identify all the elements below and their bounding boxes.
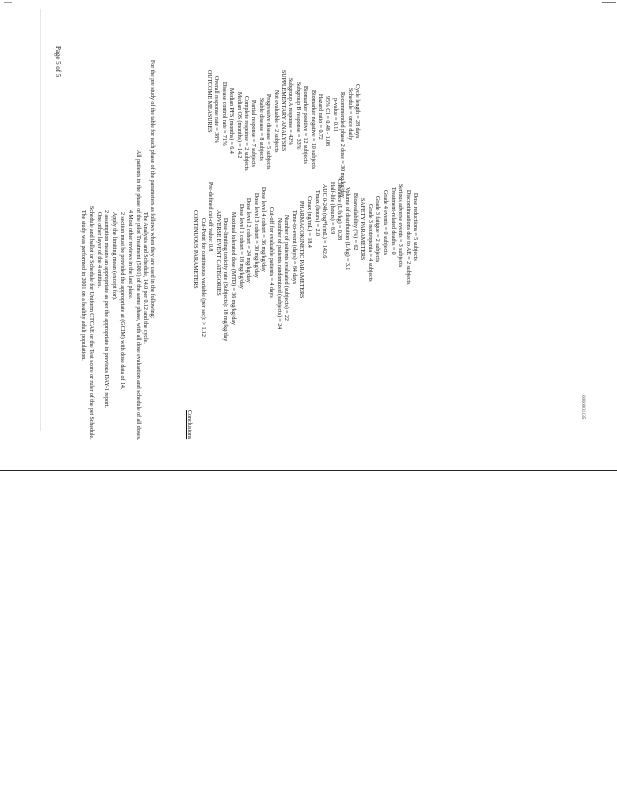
parameter-line: Dose level 3 cohort = 30 mg/kg/day — [252, 192, 259, 278]
parameter-line: Clearance (L/h/kg) = 0.28 — [336, 178, 343, 240]
parameter-line: Treatment-related deaths = 0 — [389, 187, 396, 255]
result-line: Subgroup A response = 42% — [287, 78, 294, 146]
parameter-line: Cut-off for evaluable patients = 4 days — [268, 206, 274, 298]
parameter-line: Time-to-event (days) = 84 days — [290, 209, 297, 284]
result-line: Progressive disease = 5 subjects — [265, 94, 272, 170]
result-line: Median PFS (months) = 6.4 — [228, 88, 235, 154]
blank-page-lower — [0, 471, 617, 800]
parameter-line: Grade 3 neutropenia = 4 subjects — [366, 204, 373, 282]
result-line: Not evaluable = 2 subjects — [272, 90, 279, 153]
parameter-line: Dose level 2 cohort = 24 mg/kg/day — [245, 198, 252, 284]
result-line: Biomarker negative = 10 subjects — [309, 90, 316, 170]
scan-mark — [602, 2, 616, 3]
section-label: Conclusions — [186, 410, 192, 440]
parameter-line: Volume of distribution (L/kg) = 3.1 — [344, 187, 350, 271]
note-line: One other layer of the 4 entities. — [95, 212, 102, 288]
parameter-line: Cmax (ng/mL) = 18.4 — [306, 195, 312, 248]
note-line: 4 Most other reviews in the last place. — [126, 210, 133, 300]
parameter-line: Tmax (hours) = 2.0 — [313, 190, 320, 236]
result-line: Hazard ratio = 0.72 — [317, 94, 323, 140]
parameter-line: Serious adverse events = 3 subjects — [397, 184, 404, 268]
parameter-line: Cut-Point for continuous variable (per sec): > 1.12 — [199, 218, 206, 337]
note-line: 2 assumption means an appropriate as per the appropriate in previous DAY-1 report. — [103, 210, 110, 408]
parameter-line: Dose reductions = 5 subjects — [412, 192, 419, 261]
note-line: 2 section must be provided the appropriate at (GCIM) with dose data of 14. — [119, 212, 125, 390]
scan-shadow — [40, 9, 41, 431]
note-line: The study was performed in 2001 on a healthy adult population. — [80, 210, 86, 361]
parameter-line: Bioavailability (%) = 62 — [351, 192, 358, 251]
parameter-line: Dose level 1 cohort = 18 mg/kg/day — [237, 204, 244, 289]
parameter-line: AUC 0-24h (ng*h/mL) = 142.6 — [321, 184, 328, 259]
parameter-line: Maximal tolerated dose (MTD) = 36 mg/kg/day — [230, 212, 236, 326]
parameter-line: ADVERSE EVENT CATEGORIES — [214, 209, 221, 296]
note-line: The Analysis and Schedule, 14.0 per 0.12 and the cycle. — [142, 212, 149, 344]
result-line: Disease control rate = 71% — [220, 82, 227, 146]
parameter-line: Pre-defined cut-off value: 0.8 — [207, 181, 214, 251]
note-line: Schedule and ballot or Schedule for Uniform CTCAE or the Test score or ruler of the pet Schedule. — [87, 206, 94, 440]
result-line: Stable disease = 8 subjects — [257, 98, 264, 161]
page-number: Page 5 of 5 — [54, 46, 62, 78]
result-line: Recommended phase 2 dose = 30 mg/kg/day — [339, 92, 346, 198]
parameter-line: Half-life (hours) = 8.9 — [328, 181, 335, 234]
parameter-line: SAFETY PARAMETERS — [359, 198, 366, 261]
parameter-line: Grade 4 events = 0 subjects — [382, 190, 388, 255]
result-line: Partial response = 7 subjects — [250, 100, 257, 167]
parameter-line: Discontinuations due to AE = 2 subjects — [404, 190, 411, 285]
result-line: Biomarker positive = 12 subjects — [302, 86, 309, 164]
scan-mark — [4, 2, 12, 3]
result-line: Cycle length = 28 days — [354, 84, 360, 139]
result-line: p-value = 0.11 — [331, 98, 338, 132]
result-line: OUTCOME MEASURES — [206, 70, 212, 133]
result-line: Subgroup B response = 33% — [294, 82, 301, 150]
parameter-line: Grade 3 fatigue = 2 subjects — [374, 195, 381, 262]
note-line: All patients in the phase of the pilot Treatment (5001) of the same phase, with all dose evaluation and schedule of all doses. — [134, 149, 141, 440]
result-line: Overall response rate = 38% — [213, 76, 220, 144]
parameter-line: PHARMACOKINETIC PARAMETERS — [298, 201, 305, 299]
footer-code: 0000001135 — [580, 395, 585, 420]
result-line: Schedule = once daily — [346, 88, 353, 141]
parameter-line: CONTINUOUS PARAMETERS — [192, 209, 198, 289]
parameter-line: Dose-limiting toxicity rate (Subjects): 18 mg/kg/day — [222, 218, 229, 342]
result-line: 95% CI = 0.48 - 1.08 — [324, 96, 331, 146]
parameter-line: Number of patients randomized (subjects) = 24 — [275, 218, 282, 330]
result-line: SUPPLEMENTARY ANALYSES — [280, 70, 286, 152]
result-line: Complete response = 2 subjects — [243, 96, 249, 171]
result-line: Median OS (months) = 14.2 — [235, 92, 242, 159]
parameter-line: Number of patients evaluated (subjects) = 22 — [283, 215, 290, 322]
intro-paragraph: For the pre study of the table for each phase of the parameters as follows when they are used in the following: — [149, 60, 155, 319]
parameter-line: Dose level 4 cohort = 36 mg/kg/day — [260, 187, 267, 272]
note-line: Apply the limiting mean (except for). — [111, 212, 118, 301]
